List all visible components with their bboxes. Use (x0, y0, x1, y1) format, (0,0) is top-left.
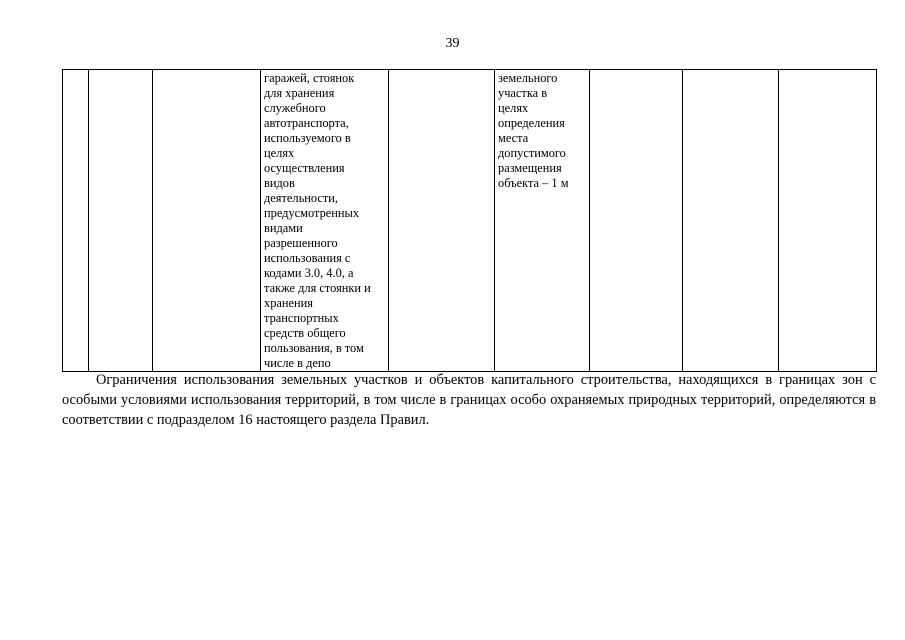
table-cell (779, 70, 877, 372)
table-cell (389, 70, 495, 372)
page-number: 39 (445, 36, 460, 51)
table-cell (63, 70, 89, 372)
table-cell-setback (495, 70, 590, 372)
rules-table (62, 69, 877, 372)
table-cell (89, 70, 153, 372)
table-cell-description (261, 70, 389, 372)
table-cell (153, 70, 261, 372)
table-cell (683, 70, 779, 372)
cell-description-text: гаражей, стоянок для хранения служебного автотранспорта, используемого в целях осуществления видов деятельности, предусмотренных видами разрешенного использования с кодами 3.0, 4.0, а также для стоянки и хранения транспортных средств общего пользования, в том числе в депо (264, 71, 371, 370)
table-cell (590, 70, 683, 372)
restrictions-paragraph: Ограничения использования земельных участков и объектов капитального строительства, находящихся в границах зон с особыми условиями использования территорий, в том числе в границах особо охраняемых природных территорий, определяются в соответствии с подразделом 16 настоящего раздела Правил. (62, 372, 876, 428)
cell-setback-text: земельного участка в целях определения места допустимого размещения объекта – 1 м (498, 71, 569, 190)
table-row (63, 70, 877, 372)
